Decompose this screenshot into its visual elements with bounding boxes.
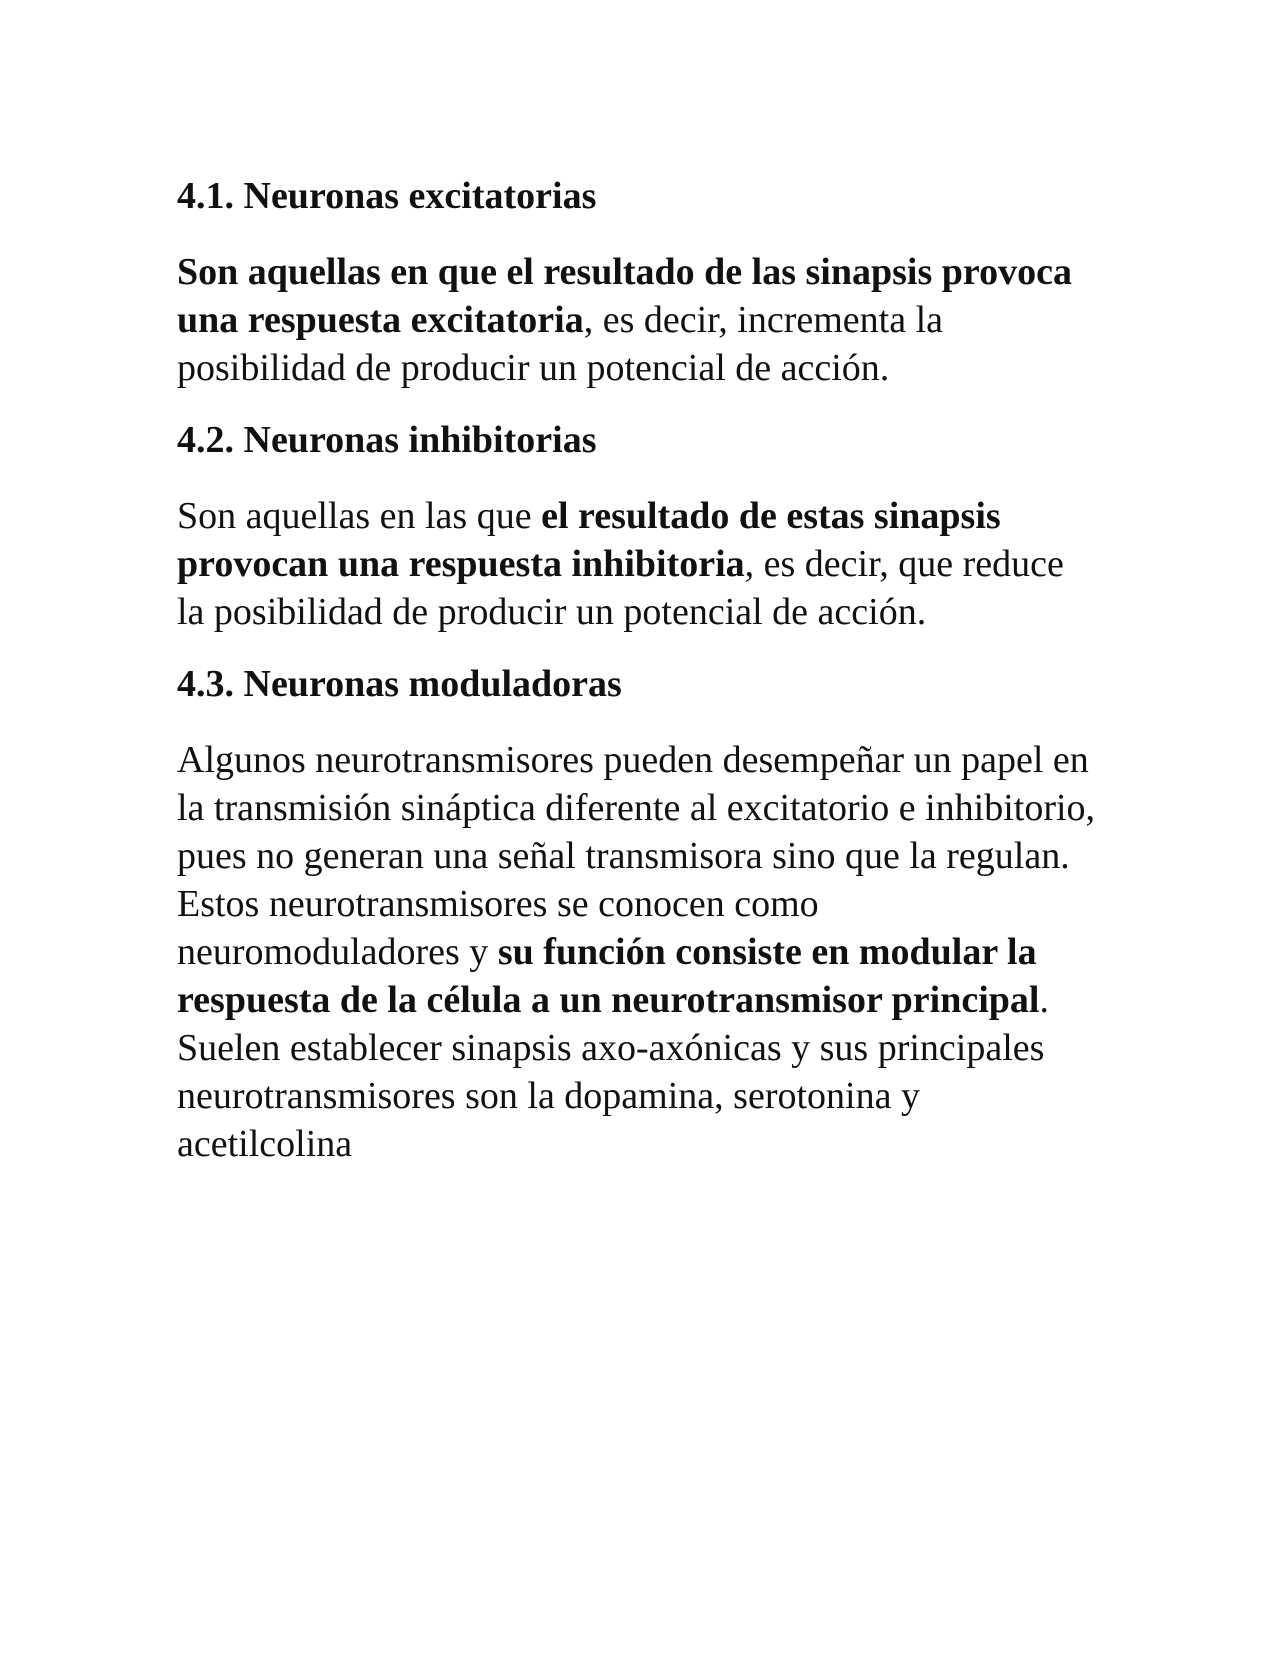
bold-phrase: el resultado de estas sinapsis provocan una respuesta inhibitoria <box>177 495 1001 585</box>
bold-phrase: Son aquellas en que el resultado de las sinapsis provoca una respuesta excitatoria <box>177 251 1072 341</box>
paragraph-text: Son aquellas en las que <box>177 495 542 537</box>
paragraph-text: Algunos neurotransmisores pueden desempeñar un papel en la transmisión sináptica diferente al excitatorio e inhibitorio, pues no generan una señal transmisora sino que la regulan. Estos neurotransmisores se conocen como neuromoduladores y <box>177 739 1096 973</box>
section-heading-modulatory: 4.3. Neuronas moduladoras <box>177 663 622 705</box>
section-paragraph-excitatory <box>177 248 1097 392</box>
section-heading-inhibitory: 4.2. Neuronas inhibitorias <box>177 419 597 461</box>
section-paragraph-modulatory <box>177 736 1097 1168</box>
section-paragraph-inhibitory <box>177 492 1097 636</box>
paragraph-text: , es decir, incrementa la posibilidad de producir un potencial de acción. <box>177 299 943 389</box>
section-heading-excitatory: 4.1. Neuronas excitatorias <box>177 175 597 217</box>
document-page <box>177 172 1097 1168</box>
bold-phrase: su función consiste en modular la respuesta de la célula a un neurotransmisor principal <box>177 931 1040 1021</box>
paragraph-text: , es decir, que reduce la posibilidad de producir un potencial de acción. <box>177 543 1064 633</box>
paragraph-text: . Suelen establecer sinapsis axo-axónicas y sus principales neurotransmisores son la dopamina, serotonina y acetilcolina <box>177 979 1049 1165</box>
